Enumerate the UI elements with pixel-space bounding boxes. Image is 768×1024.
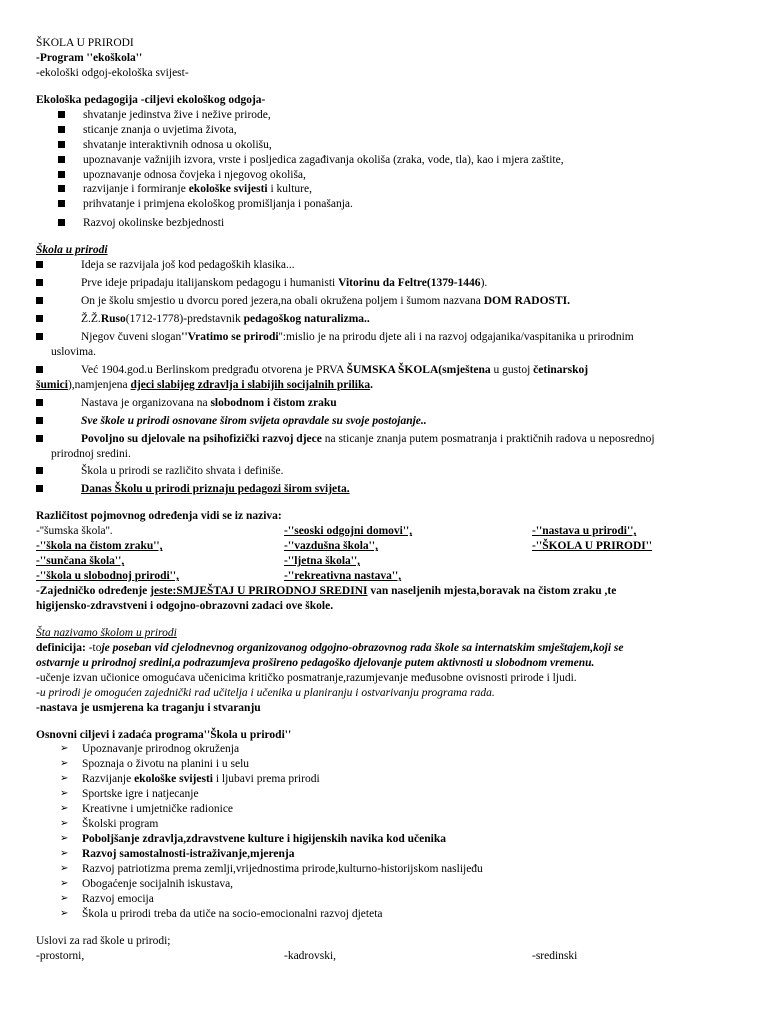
list-item: Ideja se razvijala još kod pedagoških klasika...: [36, 258, 736, 273]
list-item-continuation: prirodnoj sredini.: [51, 447, 131, 460]
bullet-square-icon: [36, 279, 43, 286]
list-item: upoznavanje važnijih izvora, vrste i posljedica zagađivanja okoliša (zraka, vode, tla), kao i mjera zaštite,: [36, 153, 736, 168]
list-item: ➢ Upoznavanje prirodnog okruženja: [60, 743, 240, 756]
naziv-cell: [532, 554, 736, 569]
naziv-cell: -''sunčana škola'',: [36, 555, 125, 568]
arrow-bullet-icon: ➢: [60, 818, 69, 830]
list-item: Prve ideje pripadaju italijanskom pedagogu i humanisti Vitorinu da Feltre(1379-1446).: [36, 276, 736, 291]
text-line: -učenje izvan učionice omogućava učenicima kritičko posmatranje,razumjevanje međusobne ovisnosti prirode i ljudi.: [36, 671, 577, 684]
naziv-cell: -''vazdušna škola'',: [284, 540, 378, 553]
bullet-square-icon: [36, 366, 43, 373]
razl-heading: Različitost pojmovnog određenja vidi se iz naziva:: [36, 510, 282, 523]
list-item: ➢ Spoznaja o životu na planini i u selu: [60, 758, 250, 771]
bullet-square-icon: [36, 261, 43, 268]
eko-list: [36, 108, 736, 232]
bullet-square-icon: [58, 156, 65, 163]
list-item: ➢ Školski program: [60, 818, 159, 831]
naziv-cell: [532, 569, 736, 584]
naziv-table: [36, 524, 736, 584]
arrow-bullet-icon: ➢: [60, 862, 69, 874]
list-item: Ž.Ž.Ruso(1712-1778)-predstavnik pedagoškog naturalizma..: [36, 312, 736, 327]
bullet-square-icon: [36, 417, 43, 424]
bullet-square-icon: [58, 141, 65, 148]
uslovi-row: [36, 949, 736, 964]
naziv-cell: -''rekreativna nastava'',: [284, 570, 402, 583]
bullet-square-icon: [36, 297, 43, 304]
list-item: Škola u prirodi se različito shvata i definiše.: [36, 464, 736, 479]
skola-list: [36, 258, 736, 497]
uslovi-cell: -sredinski: [532, 949, 578, 962]
bullet-square-icon: [58, 111, 65, 118]
list-item: ➢ Kreativne i umjetničke radionice: [60, 803, 234, 816]
list-item: Sve škole u prirodi osnovane širom svijeta opravdale su svoje postojanje..: [36, 414, 736, 429]
skola-heading: Škola u prirodi: [36, 244, 108, 257]
list-item: sticanje znanja o uvjetima života,: [36, 123, 736, 138]
bullet-square-icon: [58, 185, 65, 192]
arrow-bullet-icon: ➢: [60, 758, 69, 770]
uslovi-cell: -prostorni,: [36, 949, 85, 962]
sta-heading: Šta nazivamo školom u prirodi: [36, 626, 177, 639]
uslovi-heading: Uslovi za rad škole u prirodi;: [36, 934, 171, 947]
ciljevi-heading: Osnovni ciljevi i zadaća programa''Škola u prirodi'': [36, 728, 292, 741]
arrow-bullet-icon: ➢: [60, 848, 69, 859]
arrow-bullet-icon: ➢: [60, 803, 69, 815]
list-item: Danas Školu u prirodi priznaju pedagozi širom svijeta.: [36, 482, 736, 497]
arrow-bullet-icon: ➢: [60, 773, 69, 785]
bullet-square-icon: [58, 200, 65, 207]
bullet-square-icon: [36, 435, 43, 442]
naziv-cell: -''škola na čistom zraku'',: [36, 540, 163, 553]
list-item: razvijanje i formiranje ekološke svijesti i kulture,: [36, 182, 736, 197]
list-item: ➢ Obogaćenje socijalnih iskustava,: [60, 877, 234, 890]
document-page: [36, 36, 736, 964]
list-item: ➢ Razvoj emocija: [60, 892, 154, 905]
bullet-square-icon: [36, 485, 43, 492]
bullet-square-icon: [36, 467, 43, 474]
zajednicko-line: -Zajedničko određenje jeste:SMJEŠTAJ U PRIRODNOJ SREDINI van naseljenih mjesta,boravak na čistom zraku ,te: [36, 585, 617, 597]
document-title: ŠKOLA U PRIRODI: [36, 37, 134, 49]
list-item: ➢ Poboljšanje zdravlja,zdravstvene kulture i higijenskih navika kod učenika: [60, 833, 446, 846]
arrow-bullet-icon: ➢: [60, 907, 69, 919]
text-line: -nastava je usmjerena ka traganju i stvaranju: [36, 701, 261, 714]
bullet-square-icon: [36, 399, 43, 406]
list-item: Već 1904.god.u Berlinskom predgrađu otvorena je PRVA ŠUMSKA ŠKOLA(smještena u gustoj četinarskoj: [36, 363, 736, 378]
list-item: On je školu smjestio u dvorcu pored jezera,na obali okružena poljem i šumom nazvana DOM RADOSTI.: [36, 294, 736, 309]
arrow-bullet-icon: ➢: [60, 788, 69, 800]
list-item: ➢ Razvoj patriotizma prema zemlji,vrijednostima prirode,kulturno-historijskom naslijeđu: [60, 862, 483, 875]
zajednicko-line-2: higijensko-zdravstveni i odgojno-obrazovni zadaci ove škole.: [36, 599, 334, 612]
list-item: ➢ Razvijanje ekološke svijesti i ljubavi prema prirodi: [60, 773, 320, 786]
list-item: shvatanje interaktivnih odnosa u okolišu,: [36, 138, 736, 153]
list-item: upoznavanje odnosa čovjeka i njegovog okoliša,: [36, 168, 736, 183]
arrow-bullet-icon: ➢: [60, 877, 69, 889]
naziv-cell: -''nastava u prirodi'',: [532, 525, 637, 538]
definition-line: definicija: -toje poseban vid cjelodnevnog organizovanog odgojno-obrazovnog rada škole sa internatskim smještajem,koji se: [36, 641, 624, 654]
bullet-square-icon: [36, 315, 43, 322]
subtitle-line: -ekološki odgoj-ekološka svijest-: [36, 66, 189, 79]
text-line: -u prirodi je omogućen zajednički rad učitelja i učenika u planiranju i ostvarivanju programa rada.: [36, 686, 495, 699]
list-item: Nastava je organizovana na slobodnom i čistom zraku: [36, 396, 736, 411]
list-item: prihvatanje i primjena ekološkog promišljanja i ponašanja.: [36, 197, 736, 212]
list-item-continuation: uslovima.: [51, 345, 97, 358]
arrow-bullet-icon: ➢: [60, 833, 69, 845]
naziv-cell: -''ŠKOLA U PRIRODI'': [532, 540, 653, 553]
naziv-cell: -''seoski odgojni domovi'',: [284, 525, 413, 538]
program-line: -Program ''ekoškola'': [36, 51, 143, 64]
bullet-square-icon: [36, 333, 43, 340]
naziv-cell: -''škola u slobodnoj prirodi'',: [36, 570, 179, 583]
eko-heading: Ekološka pedagogija -ciljevi ekološkog odgoja-: [36, 93, 266, 106]
naziv-cell: -''ljetna škola'',: [284, 555, 361, 568]
bullet-square-icon: [58, 219, 65, 226]
list-item-continuation: šumici),namjenjena djeci slabijeg zdravlja i slabijih socijalnih prilika.: [36, 378, 374, 391]
list-item: Njegov čuveni slogan''Vratimo se prirodi'':mislio je na prirodu djete ali i na razvoj odgajanika/vaspitanika u prirodnim: [36, 330, 736, 345]
uslovi-cell: -kadrovski,: [284, 949, 337, 962]
list-item: ➢ Škola u prirodi treba da utiče na socio-emocionalni razvoj djeteta: [60, 907, 383, 920]
list-item: Povoljno su djelovale na psihofizički razvoj djece na sticanje znanja putem posmatranja i praktičnih radova u neposrednoj: [36, 432, 736, 447]
bullet-square-icon: [58, 171, 65, 178]
arrow-bullet-icon: ➢: [60, 743, 69, 755]
list-item: ➢ Sportske igre i natjecanje: [60, 788, 199, 801]
definition-line-2: ostvarnje u prirodnoj sredini,a podrazumjeva prošireno pedagoško djelovanje putem aktivnosti u slobodnom vremenu.: [36, 656, 595, 669]
list-item: Razvoj okolinske bezbjednosti: [36, 216, 736, 231]
list-item: shvatanje jedinstva žive i nežive prirode,: [36, 108, 736, 123]
bullet-square-icon: [58, 126, 65, 133]
ciljevi-list: [36, 742, 736, 921]
arrow-bullet-icon: ➢: [60, 892, 69, 904]
list-item: ➢ Razvoj samostalnosti-istraživanje,mjerenja: [60, 848, 295, 860]
naziv-cell: -''šumska škola''.: [36, 525, 113, 538]
